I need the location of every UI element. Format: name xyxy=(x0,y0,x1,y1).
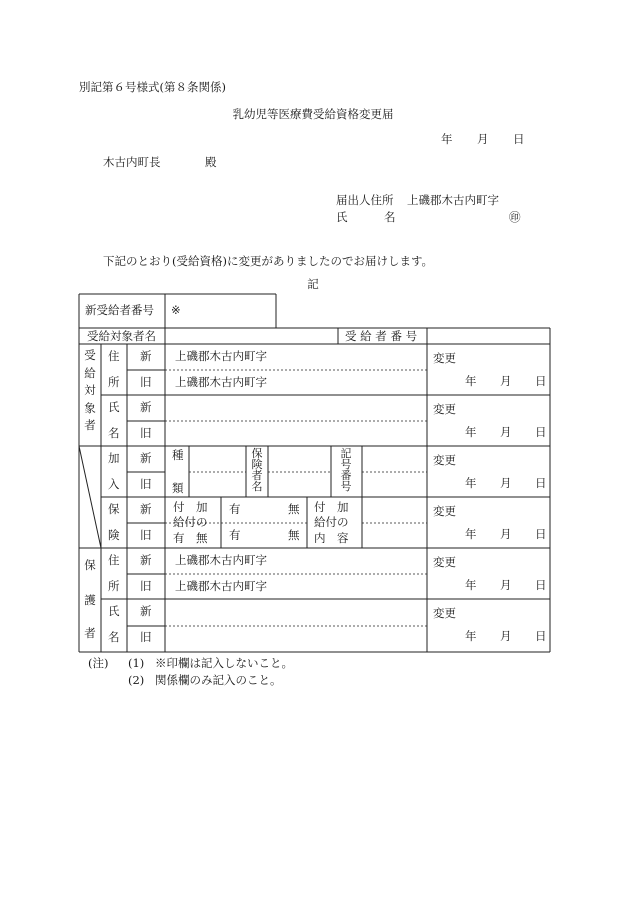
kind-char-1: 種 xyxy=(172,448,184,462)
subject-name-field[interactable] xyxy=(167,329,336,343)
symbol-number-new-field[interactable] xyxy=(364,448,425,470)
guardian-address-char-2: 所 xyxy=(108,579,120,593)
new-label: 新 xyxy=(140,451,152,465)
new-label: 新 xyxy=(140,502,152,516)
change-month: 月 xyxy=(500,578,512,592)
change-label: 変更 xyxy=(433,504,456,518)
date-year-label: 年 xyxy=(441,132,453,146)
change-year: 年 xyxy=(465,527,477,541)
note-label: (注) xyxy=(88,656,109,670)
change-year: 年 xyxy=(465,578,477,592)
subject-address-char-1: 住 xyxy=(108,349,120,363)
insurance-char-3: 保 xyxy=(108,502,120,516)
old-label: 旧 xyxy=(140,630,152,644)
change-label: 変更 xyxy=(433,402,456,416)
change-label: 変更 xyxy=(433,555,456,569)
change-month: 月 xyxy=(500,527,512,541)
insurer-name-label: 保 険 者 名 xyxy=(251,447,263,493)
additional-benefit-content-label-1: 付 加 xyxy=(314,500,349,514)
guardian-new-name-field[interactable] xyxy=(167,601,425,624)
guardian-old-address[interactable]: 上磯郡木古内町字 xyxy=(175,579,267,593)
insurance-char-4: 険 xyxy=(108,528,120,542)
section-label-subject: 受 給 対 象 者 xyxy=(84,348,96,432)
change-year: 年 xyxy=(465,425,477,439)
new-label: 新 xyxy=(140,400,152,414)
change-year: 年 xyxy=(465,629,477,643)
new-recipient-no-label: 新受給者番号 xyxy=(85,303,154,317)
note-2-text: 関係欄のみ記入のこと。 xyxy=(155,673,282,687)
section-label-guardian: 保 護 者 xyxy=(84,558,96,640)
subject-old-name-field[interactable] xyxy=(167,423,425,445)
change-day: 日 xyxy=(535,476,547,490)
additional-benefit-yesno-label-1: 付 加 xyxy=(173,500,208,514)
insurance-kind-old-field[interactable] xyxy=(191,474,244,496)
change-label: 変更 xyxy=(433,351,456,365)
note-2-number: (2) xyxy=(128,673,145,687)
subject-new-name-field[interactable] xyxy=(167,397,425,419)
form-reference: 別記第６号様式(第８条関係) xyxy=(79,80,226,94)
insurer-name-old-field[interactable] xyxy=(270,474,329,496)
change-year: 年 xyxy=(465,476,477,490)
guardian-name-char-2: 名 xyxy=(108,630,120,644)
change-month: 月 xyxy=(500,629,512,643)
additional-benefit-content-label-2: 給付の xyxy=(314,515,349,529)
insurance-kind-new-field[interactable] xyxy=(191,448,244,470)
old-label: 旧 xyxy=(140,477,152,491)
symbol-number-label: 記 号 番 号 xyxy=(340,447,352,493)
recipient-no-field[interactable] xyxy=(429,329,548,343)
change-day: 日 xyxy=(535,527,547,541)
new-recipient-no-mark: ※ xyxy=(171,303,181,317)
insurer-name-new-field[interactable] xyxy=(270,448,329,470)
subject-address-char-2: 所 xyxy=(108,375,120,389)
ki-label: 記 xyxy=(307,277,319,291)
guardian-old-name-field[interactable] xyxy=(167,628,425,651)
old-label: 旧 xyxy=(140,375,152,389)
change-month: 月 xyxy=(500,374,512,388)
symbol-number-old-field[interactable] xyxy=(364,474,425,496)
additional-benefit-yesno-label-2: 給付の xyxy=(173,515,208,529)
new-label: 新 xyxy=(140,349,152,363)
additional-benefit-content-label-3: 内 容 xyxy=(314,531,349,545)
note-1-number: (1) xyxy=(128,656,145,670)
statement-text: 下記のとおり(受給資格)に変更がありましたのでお届けします。 xyxy=(103,254,434,268)
change-day: 日 xyxy=(535,374,547,388)
form-title: 乳幼児等医療費受給資格変更届 xyxy=(232,107,394,121)
new-recipient-no-field[interactable] xyxy=(173,297,273,325)
old-label: 旧 xyxy=(140,579,152,593)
subject-name-char-1: 氏 xyxy=(108,400,120,414)
applicant-address-value[interactable]: 上磯郡木古内町字 xyxy=(407,193,499,207)
kind-char-2: 類 xyxy=(172,481,184,495)
subject-new-address[interactable]: 上磯郡木古内町字 xyxy=(175,349,267,363)
change-label: 変更 xyxy=(433,606,456,620)
insurance-char-1: 加 xyxy=(108,451,120,465)
date-month-label: 月 xyxy=(477,132,489,146)
new-label: 新 xyxy=(140,604,152,618)
benefit-new-yes-option[interactable]: 有 xyxy=(229,502,241,516)
benefit-new-no-option[interactable]: 無 xyxy=(288,502,300,516)
date-day-label: 日 xyxy=(513,132,525,146)
change-day: 日 xyxy=(535,578,547,592)
seal-mark: ㊞ xyxy=(509,210,521,224)
benefit-content-old-field[interactable] xyxy=(364,525,425,547)
guardian-address-char-1: 住 xyxy=(108,553,120,567)
insurance-char-2: 入 xyxy=(108,477,120,491)
benefit-old-no-option[interactable]: 無 xyxy=(288,528,300,542)
old-label: 旧 xyxy=(140,528,152,542)
subject-old-address[interactable]: 上磯郡木古内町字 xyxy=(175,375,267,389)
applicant-address-label: 届出人住所 xyxy=(336,193,394,207)
applicant-name-label-1: 氏 xyxy=(336,210,348,224)
benefit-old-yes-option[interactable]: 有 xyxy=(229,528,241,542)
additional-benefit-yesno-label-3: 有 無 xyxy=(173,531,208,545)
change-month: 月 xyxy=(500,425,512,439)
change-day: 日 xyxy=(535,629,547,643)
old-label: 旧 xyxy=(140,426,152,440)
change-month: 月 xyxy=(500,476,512,490)
note-1-text: ※印欄は記入しないこと。 xyxy=(155,656,293,670)
guardian-new-address[interactable]: 上磯郡木古内町字 xyxy=(175,553,267,567)
recipient-no-label: 受 給 者 番 号 xyxy=(345,329,418,343)
change-year: 年 xyxy=(465,374,477,388)
subject-name-label: 受給対象者名 xyxy=(87,329,156,343)
new-label: 新 xyxy=(140,553,152,567)
benefit-content-new-field[interactable] xyxy=(364,499,425,521)
change-day: 日 xyxy=(535,425,547,439)
honorific: 殿 xyxy=(205,155,217,169)
addressee: 木古内町長 xyxy=(103,155,161,169)
change-label: 変更 xyxy=(433,453,456,467)
guardian-name-char-1: 氏 xyxy=(108,604,120,618)
applicant-name-label-2: 名 xyxy=(384,210,396,224)
subject-name-char-2: 名 xyxy=(108,426,120,440)
